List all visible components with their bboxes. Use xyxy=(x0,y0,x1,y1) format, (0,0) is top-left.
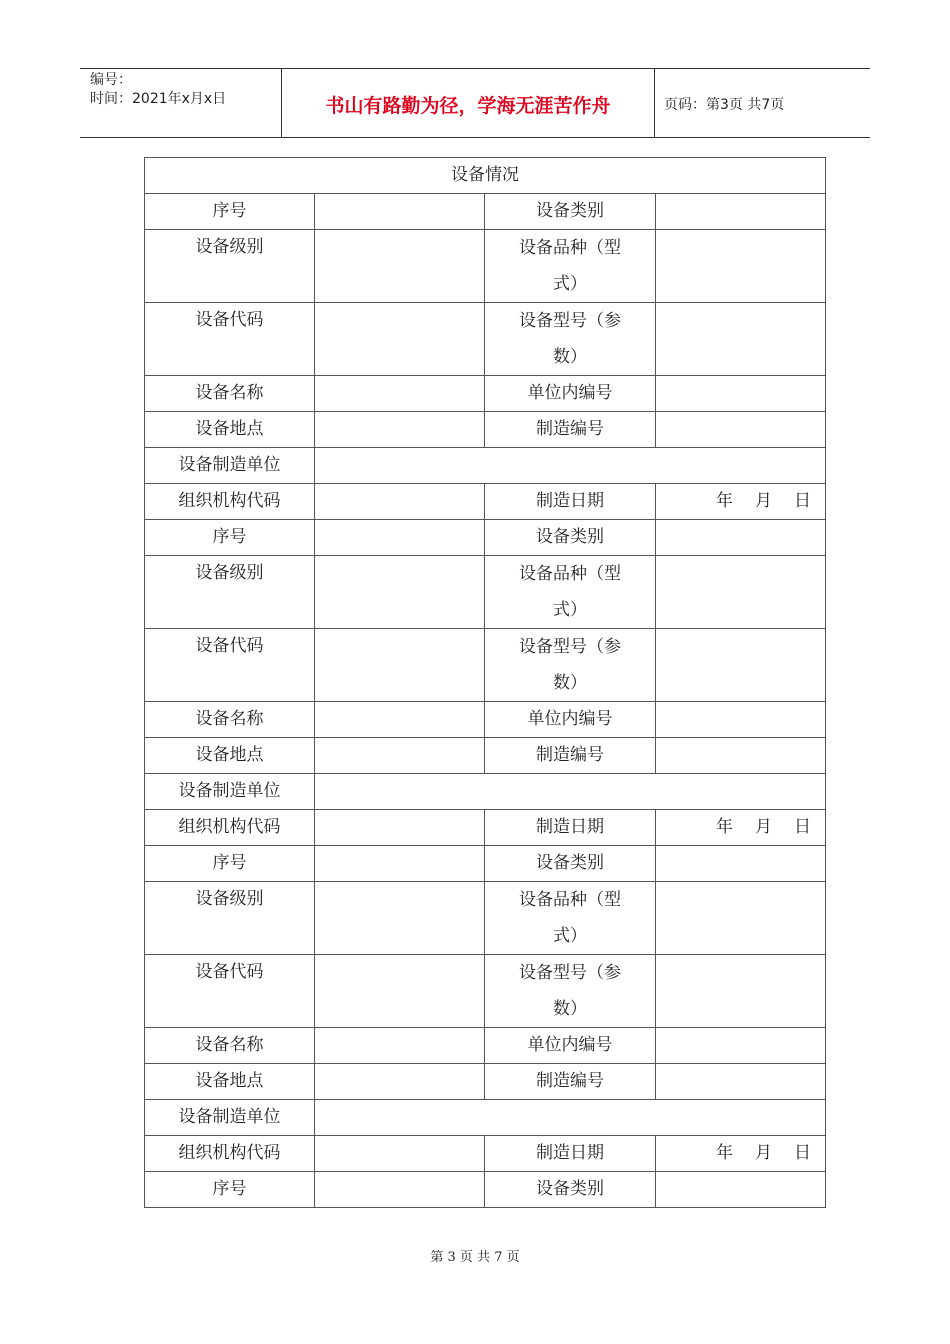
seq-value-cell[interactable] xyxy=(315,846,485,882)
mfg-no-label: 制造编号 xyxy=(485,412,656,448)
code-value-cell[interactable] xyxy=(315,629,485,702)
mfg-unit-label: 设备制造单位 xyxy=(145,774,315,810)
header-page-info: 页码：第3页 共7页 xyxy=(664,97,785,113)
location-label: 设备地点 xyxy=(145,1064,315,1100)
mfg-unit-value-cell[interactable] xyxy=(315,1100,826,1136)
code-value-cell[interactable] xyxy=(315,303,485,376)
doc-code-label: 编号： xyxy=(90,72,132,88)
seq-label: 序号 xyxy=(145,1172,315,1208)
variety-label: 设备品种（型 式） xyxy=(485,230,656,303)
table-row xyxy=(145,194,826,230)
seq-label: 序号 xyxy=(145,194,315,230)
table-row xyxy=(145,882,826,955)
category-label: 设备类别 xyxy=(485,520,656,556)
category-value-cell[interactable] xyxy=(656,846,826,882)
seq-label: 序号 xyxy=(145,520,315,556)
level-label: 设备级别 xyxy=(145,230,315,303)
level-label: 设备级别 xyxy=(145,882,315,955)
name-value-cell[interactable] xyxy=(315,376,485,412)
header-divider xyxy=(654,69,655,137)
org-code-label: 组织机构代码 xyxy=(145,810,315,846)
org-code-value-cell[interactable] xyxy=(315,484,485,520)
name-label: 设备名称 xyxy=(145,376,315,412)
table-row xyxy=(145,702,826,738)
model-label: 设备型号（参 数） xyxy=(485,955,656,1028)
table-row xyxy=(145,1136,826,1172)
category-label: 设备类别 xyxy=(485,1172,656,1208)
table-row xyxy=(145,448,826,484)
category-label: 设备类别 xyxy=(485,846,656,882)
page-header xyxy=(80,68,870,138)
mfg-date-value-cell[interactable]: 年 月 日 xyxy=(656,1136,826,1172)
code-label: 设备代码 xyxy=(145,955,315,1028)
internal-no-value-cell[interactable] xyxy=(656,1028,826,1064)
table-row xyxy=(145,484,826,520)
variety-label: 设备品种（型 式） xyxy=(485,556,656,629)
category-value-cell[interactable] xyxy=(656,520,826,556)
name-label: 设备名称 xyxy=(145,1028,315,1064)
level-value-cell[interactable] xyxy=(315,230,485,303)
table-row xyxy=(145,629,826,702)
table-row xyxy=(145,1172,826,1208)
seq-label: 序号 xyxy=(145,846,315,882)
org-code-label: 组织机构代码 xyxy=(145,484,315,520)
table-title: 设备情况 xyxy=(145,158,826,194)
table-row xyxy=(145,556,826,629)
name-value-cell[interactable] xyxy=(315,702,485,738)
category-value-cell[interactable] xyxy=(656,1172,826,1208)
mfg-unit-value-cell[interactable] xyxy=(315,448,826,484)
internal-no-value-cell[interactable] xyxy=(656,376,826,412)
table-row xyxy=(145,810,826,846)
table-row xyxy=(145,376,826,412)
mfg-no-value-cell[interactable] xyxy=(656,1064,826,1100)
variety-value-cell[interactable] xyxy=(656,556,826,629)
table-row xyxy=(145,955,826,1028)
model-label: 设备型号（参 数） xyxy=(485,629,656,702)
internal-no-label: 单位内编号 xyxy=(485,376,656,412)
variety-value-cell[interactable] xyxy=(656,230,826,303)
mfg-date-value-cell[interactable]: 年 月 日 xyxy=(656,484,826,520)
category-value-cell[interactable] xyxy=(656,194,826,230)
name-label: 设备名称 xyxy=(145,702,315,738)
table-row xyxy=(145,738,826,774)
name-value-cell[interactable] xyxy=(315,1028,485,1064)
table-row xyxy=(145,412,826,448)
page-footer: 第 3 页 共 7 页 xyxy=(430,1250,520,1265)
table-row xyxy=(145,1100,826,1136)
model-value-cell[interactable] xyxy=(656,955,826,1028)
table-row xyxy=(145,230,826,303)
variety-label: 设备品种（型 式） xyxy=(485,882,656,955)
table-row xyxy=(145,520,826,556)
location-label: 设备地点 xyxy=(145,412,315,448)
org-code-value-cell[interactable] xyxy=(315,810,485,846)
mfg-no-label: 制造编号 xyxy=(485,1064,656,1100)
equipment-table xyxy=(144,157,826,1208)
mfg-unit-label: 设备制造单位 xyxy=(145,448,315,484)
model-value-cell[interactable] xyxy=(656,629,826,702)
mfg-date-value-cell[interactable]: 年 月 日 xyxy=(656,810,826,846)
internal-no-label: 单位内编号 xyxy=(485,1028,656,1064)
category-label: 设备类别 xyxy=(485,194,656,230)
doc-time: 时间：2021年x月x日 xyxy=(90,91,227,107)
org-code-value-cell[interactable] xyxy=(315,1136,485,1172)
seq-value-cell[interactable] xyxy=(315,194,485,230)
location-value-cell[interactable] xyxy=(315,1064,485,1100)
level-value-cell[interactable] xyxy=(315,882,485,955)
level-value-cell[interactable] xyxy=(315,556,485,629)
code-label: 设备代码 xyxy=(145,629,315,702)
location-label: 设备地点 xyxy=(145,738,315,774)
mfg-no-label: 制造编号 xyxy=(485,738,656,774)
mfg-no-value-cell[interactable] xyxy=(656,738,826,774)
mfg-date-label: 制造日期 xyxy=(485,1136,656,1172)
table-title-row xyxy=(145,158,826,194)
table-row xyxy=(145,846,826,882)
mfg-unit-label: 设备制造单位 xyxy=(145,1100,315,1136)
seq-value-cell[interactable] xyxy=(315,1172,485,1208)
model-label: 设备型号（参 数） xyxy=(485,303,656,376)
table-row xyxy=(145,1064,826,1100)
internal-no-value-cell[interactable] xyxy=(656,702,826,738)
code-label: 设备代码 xyxy=(145,303,315,376)
mfg-date-label: 制造日期 xyxy=(485,484,656,520)
location-value-cell[interactable] xyxy=(315,412,485,448)
internal-no-label: 单位内编号 xyxy=(485,702,656,738)
location-value-cell[interactable] xyxy=(315,738,485,774)
model-value-cell[interactable] xyxy=(656,303,826,376)
mfg-unit-value-cell[interactable] xyxy=(315,774,826,810)
level-label: 设备级别 xyxy=(145,556,315,629)
table-row xyxy=(145,1028,826,1064)
header-motto: 书山有路勤为径，学海无涯苦作舟 xyxy=(325,95,611,117)
mfg-date-label: 制造日期 xyxy=(485,810,656,846)
code-value-cell[interactable] xyxy=(315,955,485,1028)
org-code-label: 组织机构代码 xyxy=(145,1136,315,1172)
seq-value-cell[interactable] xyxy=(315,520,485,556)
variety-value-cell[interactable] xyxy=(656,882,826,955)
table-row xyxy=(145,303,826,376)
mfg-no-value-cell[interactable] xyxy=(656,412,826,448)
table-row xyxy=(145,774,826,810)
